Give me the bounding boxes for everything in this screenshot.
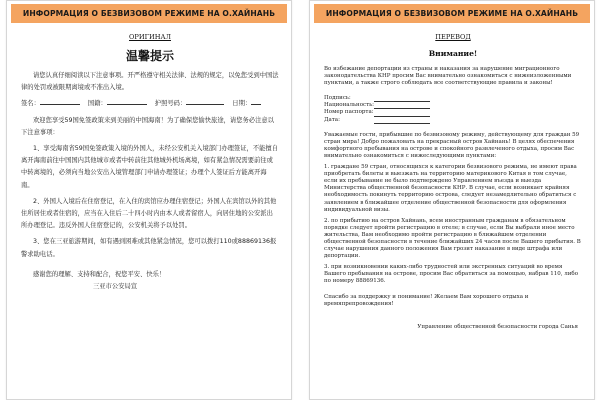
signature-line: 三亚市公安局宣 <box>93 283 138 291</box>
document-page-original <box>6 0 292 400</box>
page-title: Внимание! <box>428 49 478 58</box>
intro-paragraph: 请您认真仔细阅读以下注意事项。开严格遵守相关法律、法规的规定，以免您受到中国法律的处罚或被限期离境或不准出入境。 <box>21 72 279 92</box>
document-page-translation <box>309 0 595 400</box>
signature-line: Управление общественной безопасности города Санья <box>417 323 578 330</box>
notice-item-1: 1、享受海南省59国免签政策入境的外国人，未经公安机关入境部门办理签证，不能擅自离开海南前往中国国内其他城市或者中转前往其他城外机场离境，如有紧急情况需要前往或中转离境的，必须向当地公安出入境管理部门申请办理签证；办理个人签证后方能离开海南。 <box>21 145 279 189</box>
welcome-paragraph: 欢迎您享受59国免签政策来到美丽的中国海南！为了确保您愉快旅途，请您务必注意以下注意事项： <box>21 116 274 136</box>
notice-item-3: 3. при возникновении каких-либо трудностей или экстренных ситуаций во время Вашего пребывания на острове, просим Вас обратиться за помощью, набрав 110, либо по номеру 88869136. <box>324 264 579 285</box>
page-banner: ИНФОРМАЦИЯ О БЕЗВИЗОВОМ РЕЖИМЕ НА О.ХАЙНАНЬ <box>314 4 590 23</box>
nationality-field: 国籍： <box>88 98 147 110</box>
passport-field: Номер паспорта: <box>324 109 582 116</box>
intro-paragraph: Во избежание депортации из страны и наказания за нарушение миграционного законодательства КНР просим Вас внимательно ознакомиться с нижеизложенными пунктами, а также строго соблюдать все соответствующие правила и законы! <box>324 66 572 87</box>
signature-field: Подпись: <box>324 95 582 102</box>
form-row <box>21 98 279 110</box>
date-field: Дата: <box>324 117 582 124</box>
page-label: ПЕРЕВОД <box>435 33 471 41</box>
thanks-line: 感谢您的理解、支持和配合，祝您平安、快乐！ <box>33 270 166 278</box>
page-label: ОРИГИНАЛ <box>129 33 171 41</box>
notice-item-2: 2、外国人入境后在住宿登记，在入住的宾馆应办理住宿登记；外国人在宾馆以外的其他住所居住或者住宿的，应当在入住后二十四小时内由本人或者留宿人，向居住地的公安派出所办理登记。违反外国人住宿登记的，公安机关将予以处罚。 <box>21 197 277 230</box>
page-title: 温馨提示 <box>125 49 174 63</box>
signature-field: 签名： <box>21 98 80 110</box>
welcome-paragraph: Уважаемые гости, прибывшие по безвизовому режиму, действующему для граждан 59 стран мира! Добро пожаловать на прекрасный остров Хайнань! В целях обеспечения комфортного пребывания на острове и спокойного развлеченого отдыха, просим Вас внимательно ознакомиться с нижеследующими пунктами: <box>324 131 580 159</box>
passport-field: 护照号码： <box>155 98 224 110</box>
date-field: 日期： <box>232 98 261 110</box>
notice-item-3: 3、您在三亚旅游期间，如有遇到困难或其他紧急情况，您可以拨打110或88869136报警求助电话。 <box>21 238 277 258</box>
thanks-line: Спасибо за поддержку и понимание! Желаем Вам хорошего отдыха и времяпрепровождения! <box>324 293 529 307</box>
notice-item-1: 1. граждане 59 стран, относящихся к категории безвизового режима, не имеют права приобретать билеты и выезжать на территорию материкового Китая в том случае, если их пребывание не было подтверждено Управлением въезда и выезда Министерства общественной безопасности КНР. В случае, если возникает крайняя необходимость покинуть территорию острова, следует незамедлительно обратиться с заявлением в ближайшее отделение общественной безопасности для оформления индивидуальной визы. <box>324 164 577 213</box>
page-banner: ИНФОРМАЦИЯ О БЕЗВИЗОВОМ РЕЖИМЕ НА О.ХАЙНАНЬ <box>11 4 287 23</box>
nationality-field: Национальность: <box>324 102 582 109</box>
notice-item-2: 2. по прибытию на остров Хайнань, всем иностранным гражданам в обязательном порядке следует пройти регистрацию в отеле; в случае, если Вы выбрали иное место жительства, Вам необходимо пройти регистрацию в ближайшем отделении общественной безопасности в течение ближайших 24 часов после Вашего прибытия. В случае нарушения данного положения Вам грозит наказание в виде штрафа или депортации. <box>324 217 581 260</box>
